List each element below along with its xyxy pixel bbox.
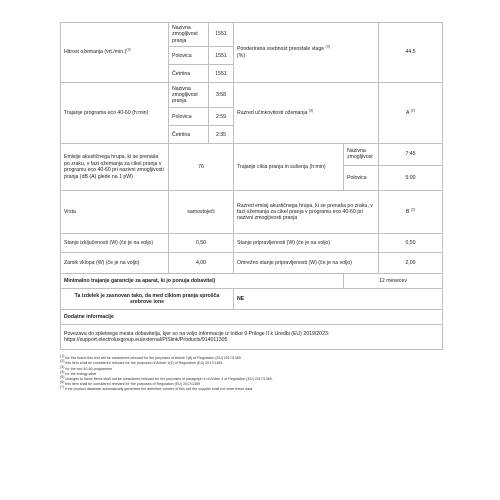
duration-val-full: 3:58: [209, 83, 234, 108]
residual-moisture-label: Ponderirana vsebnost preostale vlage $^{(3)}$ (%): [234, 23, 379, 83]
wash-dry-prog-half: Polovica: [344, 165, 379, 191]
noise-class-label: Razred emisij akustičnega hrupa, ki se prenaša po zraku, v fazi ožemanja za cikel pranja v programu eco 40-60 pri nazivni zmogljivosti pranja: [234, 191, 379, 234]
supplier-link[interactable]: https://support.electroluxgroup.eu/external/PISlink/Products/914011305: [64, 337, 228, 344]
residual-moisture-value: 44,5: [379, 23, 443, 83]
silver-ions-label: Ta izdelek je zasnovan tako, da med ciklom pranja sprošča srebrove ione: [61, 289, 234, 310]
duration-prog-half: Polovica: [169, 108, 209, 126]
noise-emission-value: 76: [169, 144, 234, 191]
wash-dry-duration-label: Trajanje cikla pranja in sušenja (h:min): [234, 144, 344, 191]
spin-prog-half: Polovica: [169, 47, 209, 65]
spin-val-quarter: 1551: [209, 65, 234, 83]
spin-val-full: 1551: [209, 23, 234, 47]
spin-class-label: Razred učinkovitosti ožemanja $^{(3)}$: [234, 83, 379, 144]
spin-speed-label: Hitrost ožemanja $(vrt./\min.)^{(3)}$: [61, 23, 169, 83]
wash-dry-val-full: 7:45: [379, 144, 443, 165]
footnote: $^{(6)}$ this item shall be considered relevant for the purposes of Regulation (EU) 2017/1369: [60, 380, 201, 387]
noise-emission-label: Emisije akustičnega hrupa, ki se prenaša po zraku, v fazi ožemanja za cikel pranja v programu eco 40-60 pri nazivni zmogljivosti pranja (dB (A) glede na 1 pW): [61, 144, 169, 191]
product-information-sheet: [60, 22, 442, 393]
off-mode-value: 0,50: [169, 234, 234, 253]
type-value: samostoječi: [169, 191, 234, 234]
duration-val-half: 2:59: [209, 108, 234, 126]
wash-dry-val-half: 5:00: [379, 165, 443, 191]
footnote: $^{(4)}$ for the energy label: [60, 369, 97, 376]
silver-ions-value: NE: [234, 289, 443, 310]
footnote: $^{(3)}$ for the eco 40-60 programme: [60, 364, 112, 371]
noise-class-value: B $^{(2)}$: [379, 191, 443, 234]
network-standby-value: 2,00: [379, 253, 443, 274]
additional-info-description: Povezava do spletnega mesta dobavitelja, kjer so na voljo informacije iz točke 9 Priloge II k Uredbi (EU) 2019/2023:: [64, 330, 330, 337]
footnote: $^{(5)}$ changes to these items shall not be considered relevant for the purposes of paragraph 4 of Article 4 of Regulation (EU) 2017/1369.: [60, 374, 273, 382]
network-standby-label: Omrežno stanje pripravljenosti (W) (če je na voljo): [234, 253, 379, 274]
wash-dry-prog-full: Nazivna zmogljivost: [344, 144, 379, 165]
spin-prog-full: Nazivna zmogljivost pranja: [169, 23, 209, 47]
delay-start-label: Zamik vklopa (W) (če je na voljo): [61, 253, 169, 274]
additional-info-heading: Dodatne informacije: [61, 310, 443, 325]
footnote: (*) if the product database automatically generates the definitive content of this cell the supplier shall not enter these data.: [60, 385, 254, 392]
spin-class-value: A $^{(2)}$: [379, 83, 443, 144]
duration-label: Trajanje programa eco 40-60 (h:min): [61, 83, 169, 144]
standby-label: Stanje pripravljenosti (W) (če je na voljo): [234, 234, 379, 253]
guarantee-label: Minimalno trajanje garancije za aparat, ki jo ponuja dobavitelj: [61, 274, 344, 289]
type-label: Vrsta: [61, 191, 169, 234]
duration-val-quarter: 2:35: [209, 126, 234, 144]
footnotes: [60, 356, 442, 392]
off-mode-label: Stanje izključenosti (W) (če je na voljo): [61, 234, 169, 253]
spec-table: [60, 22, 443, 350]
spin-prog-quarter: Četrtina: [169, 65, 209, 83]
guarantee-value: 12 mesecev: [344, 274, 443, 289]
delay-start-value: 4,00: [169, 253, 234, 274]
duration-prog-quarter: Četrtina: [169, 126, 209, 144]
standby-value: 0,50: [379, 234, 443, 253]
additional-info-text: [61, 325, 443, 350]
footnote: $^{(2)}$ this item shall be considered relevant for the purposes of Article 1(6) of Regulation (EU) 2017/1369.: [60, 359, 224, 366]
duration-prog-full: Nazivna zmogljivost pranja: [169, 83, 209, 108]
spin-val-half: 1551: [209, 47, 234, 65]
spin-row: [61, 23, 443, 47]
footnote: $^{(1)}$ for this brand this text will be considered relevant for the purposes of Article 1(6) of Regulation (EU) 2017/1369.: [60, 354, 242, 361]
